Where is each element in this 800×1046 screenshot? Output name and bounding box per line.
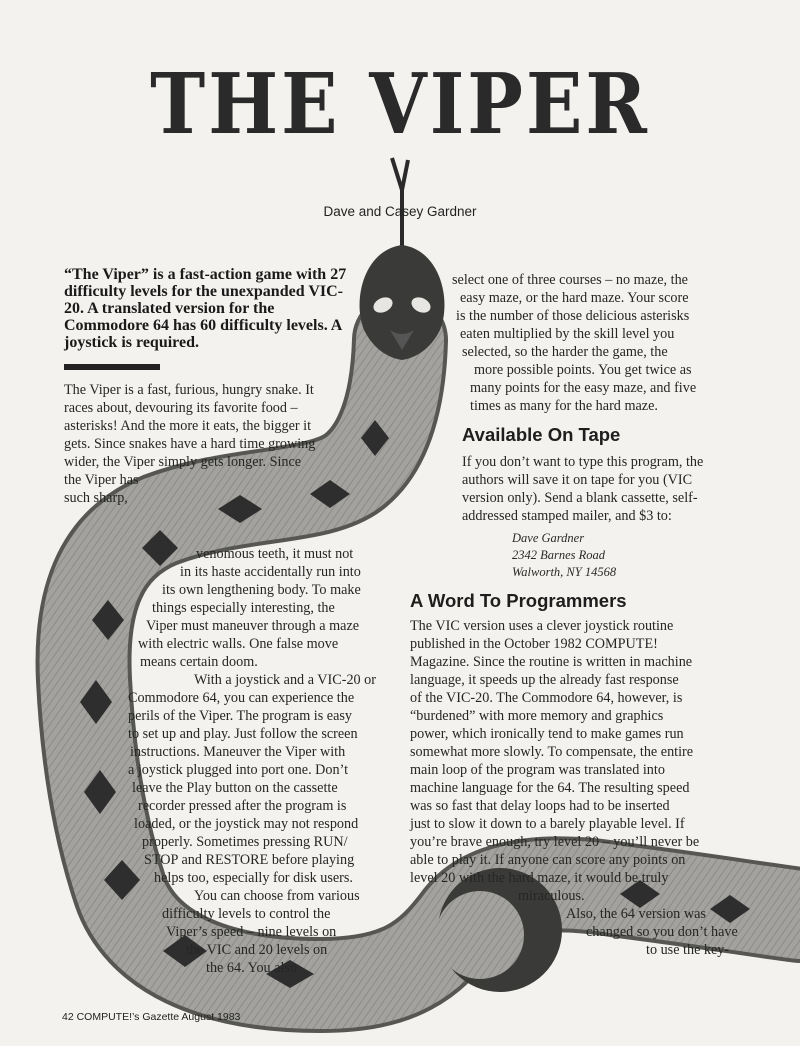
body-line: times as many for the hard maze. xyxy=(470,398,658,414)
page-title: THE VIPER xyxy=(150,56,650,154)
section-heading: Available On Tape xyxy=(462,424,621,445)
body-line: level 20 with the hard maze, it would be truly xyxy=(410,870,669,886)
body-line: just to slow it down to a barely playable level. If xyxy=(410,816,685,832)
body-line: authors will save it on tape for you (VIC xyxy=(462,472,693,488)
body-line: of the VIC-20. The Commodore 64, however, is xyxy=(410,690,683,706)
body-line: Viper’s speed – nine levels on xyxy=(166,924,337,940)
body-line: helps too, especially for disk users. xyxy=(154,870,353,886)
body-line: the 64. You also xyxy=(206,960,298,976)
section-heading: A Word To Programmers xyxy=(410,590,627,611)
address-line: Dave Gardner xyxy=(512,531,585,545)
body-line: loaded, or the joystick may not respond xyxy=(134,816,359,832)
body-line: asterisks! And the more it eats, the bigger it xyxy=(64,418,312,434)
body-line: main loop of the program was translated into xyxy=(410,762,665,778)
body-line: races about, devouring its favorite food – xyxy=(64,400,298,416)
body-line: the Viper has xyxy=(64,472,139,488)
body-line: power, which ironically tend to make games run xyxy=(410,726,684,742)
body-line: perils of the Viper. The program is easy xyxy=(128,708,352,724)
body-line: gets. Since snakes have a hard time growing xyxy=(64,436,316,452)
body-line: venomous teeth, it must not xyxy=(196,546,354,562)
body-line: difficulty levels to control the xyxy=(162,906,331,922)
body-line: machine language for the 64. The resulting speed xyxy=(410,780,690,796)
body-line: instructions. Maneuver the Viper with xyxy=(130,744,346,760)
body-line: more possible points. You get twice as xyxy=(474,362,692,378)
body-line: eaten multiplied by the skill level you xyxy=(460,326,675,342)
body-line: addressed stamped mailer, and $3 to: xyxy=(462,508,672,524)
body-line: The Viper is a fast, furious, hungry snake. It xyxy=(64,382,314,398)
body-line: things especially interesting, the xyxy=(152,600,335,616)
body-line: is the number of those delicious asterisks xyxy=(456,308,690,324)
body-line: able to play it. If anyone can score any points on xyxy=(410,852,686,868)
body-line: select one of three courses – no maze, the xyxy=(452,272,688,288)
body-line: easy maze, or the hard maze. Your score xyxy=(460,290,689,306)
body-line: somewhat more slowly. To compensate, the entire xyxy=(410,744,694,760)
body-line: with electric walls. One false move xyxy=(138,636,339,652)
body-line: in its haste accidentally run into xyxy=(180,564,361,580)
body-line: Commodore 64, you can experience the xyxy=(128,690,355,706)
body-line: version only). Send a blank cassette, self- xyxy=(462,490,698,506)
address-line: 2342 Barnes Road xyxy=(512,548,606,562)
byline: Dave and Casey Gardner xyxy=(323,204,477,219)
body-line: such sharp, xyxy=(64,490,128,506)
body-line: leave the Play button on the cassette xyxy=(132,780,338,796)
body-line: recorder pressed after the program is xyxy=(138,798,347,814)
body-line: STOP and RESTORE before playing xyxy=(144,852,355,868)
body-line: language, it speeds up the already fast response xyxy=(410,672,679,688)
body-line: you’re brave enough, try level 20 – you’ll never be xyxy=(410,834,700,850)
body-line: to set up and play. Just follow the screen xyxy=(128,726,358,742)
body-line: Viper must maneuver through a maze xyxy=(146,618,360,634)
body-line: You can choose from various xyxy=(194,888,360,904)
body-line: miraculous. xyxy=(518,888,585,904)
body-line: many points for the easy maze, and five xyxy=(470,380,697,396)
body-line: The VIC version uses a clever joystick routine xyxy=(410,618,674,634)
body-line: selected, so the harder the game, the xyxy=(462,344,668,360)
body-line: If you don’t want to type this program, the xyxy=(462,454,704,470)
body-line: Also, the 64 version was xyxy=(566,906,706,922)
body-line: was so fast that delay loops had to be inserted xyxy=(410,798,670,814)
address-line: Walworth, NY 14568 xyxy=(512,565,617,579)
body-line: a joystick plugged into port one. Don’t xyxy=(128,762,349,778)
body-line: “burdened” with more memory and graphics xyxy=(410,708,664,724)
body-line: means certain doom. xyxy=(140,654,258,670)
body-line: changed so you don’t have xyxy=(586,924,738,940)
body-line: properly. Sometimes pressing RUN/ xyxy=(142,834,348,850)
body-line: published in the October 1982 COMPUTE! xyxy=(410,636,658,652)
body-line: With a joystick and a VIC-20 or xyxy=(194,672,376,688)
body-line: its own lengthening body. To make xyxy=(162,582,361,598)
page-footer: 42 COMPUTE!’s Gazette August 1983 xyxy=(62,1011,241,1023)
body-line: Magazine. Since the routine is written in machine xyxy=(410,654,693,670)
body-line: wider, the Viper simply gets longer. Since xyxy=(64,454,302,470)
lead-rule xyxy=(64,364,160,370)
body-line: the VIC and 20 levels on xyxy=(186,942,328,958)
lead-paragraph: “The Viper” is a fast-action game with 27 difficulty levels for the unexpanded VIC-20. A translated version for the Commodore 64 has 60 difficulty levels. A joystick is required. xyxy=(64,266,347,351)
body-line: to use the key- xyxy=(646,942,730,958)
